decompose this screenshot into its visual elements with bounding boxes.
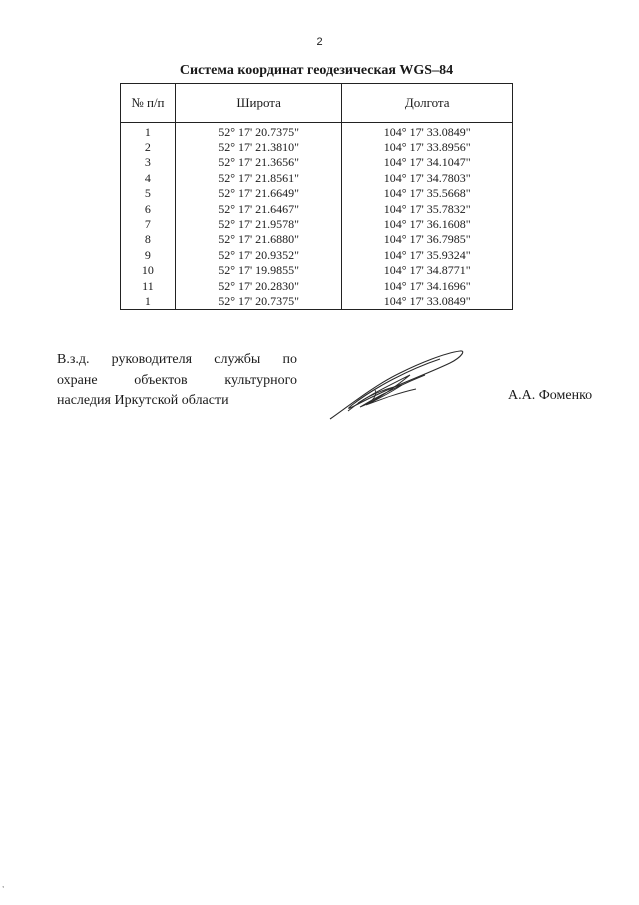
latitude-cell: 52° 17' 20.7375" [175,293,342,309]
signatory-name: А.А. Фоменко [508,388,593,403]
latitude-cell: 52° 17' 21.6880" [175,232,342,247]
table-body [121,123,513,310]
table-row [121,155,513,170]
latitude-cell: 52° 17' 21.8561" [175,170,342,185]
row-number-cell: 4 [121,170,176,185]
table-row [121,186,513,201]
latitude-cell: 52° 17' 19.9855" [175,263,342,278]
row-number-cell: 1 [121,293,176,309]
handwritten-signature [320,345,470,425]
row-number-cell: 11 [121,278,176,293]
longitude-cell: 104° 17' 34.8771" [342,263,513,278]
document-title: Система координат геодезическая WGS–84 [179,63,454,78]
row-number-cell: 9 [121,247,176,262]
table-row [121,123,513,140]
table-row [121,201,513,216]
header-latitude: Широта [175,84,342,123]
longitude-cell: 104° 17' 35.7832" [342,201,513,216]
table-row [121,216,513,231]
latitude-cell: 52° 17' 20.9352" [175,247,342,262]
table-header-row [121,84,513,123]
scan-edge-mark: , [2,880,5,889]
coordinates-table [120,83,513,310]
latitude-cell: 52° 17' 21.6649" [175,186,342,201]
longitude-cell: 104° 17' 33.8956" [342,139,513,154]
row-number-cell: 6 [121,201,176,216]
latitude-cell: 52° 17' 20.7375" [175,123,342,140]
position-line-1: В.з.д. руководителя службы по [57,352,297,367]
longitude-cell: 104° 17' 34.1047" [342,155,513,170]
table-row [121,263,513,278]
latitude-cell: 52° 17' 21.3810" [175,139,342,154]
longitude-cell: 104° 17' 35.5668" [342,186,513,201]
longitude-cell: 104° 17' 34.1696" [342,278,513,293]
latitude-cell: 52° 17' 21.3656" [175,155,342,170]
longitude-cell: 104° 17' 36.1608" [342,216,513,231]
table-row [121,293,513,309]
row-number-cell: 2 [121,139,176,154]
table-row [121,170,513,185]
position-line-3: наследия Иркутской области [57,393,229,408]
longitude-cell: 104° 17' 33.0849" [342,293,513,309]
table-row [121,278,513,293]
latitude-cell: 52° 17' 21.9578" [175,216,342,231]
row-number-cell: 1 [121,123,176,140]
header-longitude: Долгота [342,84,513,123]
table-row [121,232,513,247]
row-number-cell: 7 [121,216,176,231]
page-number: 2 [316,36,323,48]
latitude-cell: 52° 17' 21.6467" [175,201,342,216]
signatory-position [57,350,297,412]
longitude-cell: 104° 17' 35.9324" [342,247,513,262]
longitude-cell: 104° 17' 34.7803" [342,170,513,185]
row-number-cell: 5 [121,186,176,201]
longitude-cell: 104° 17' 36.7985" [342,232,513,247]
row-number-cell: 8 [121,232,176,247]
longitude-cell: 104° 17' 33.0849" [342,123,513,140]
header-number: № п/п [121,84,176,123]
latitude-cell: 52° 17' 20.2830" [175,278,342,293]
position-line-2: охране объектов культурного [57,372,297,388]
row-number-cell: 10 [121,263,176,278]
table-row [121,139,513,154]
table-row [121,247,513,262]
row-number-cell: 3 [121,155,176,170]
